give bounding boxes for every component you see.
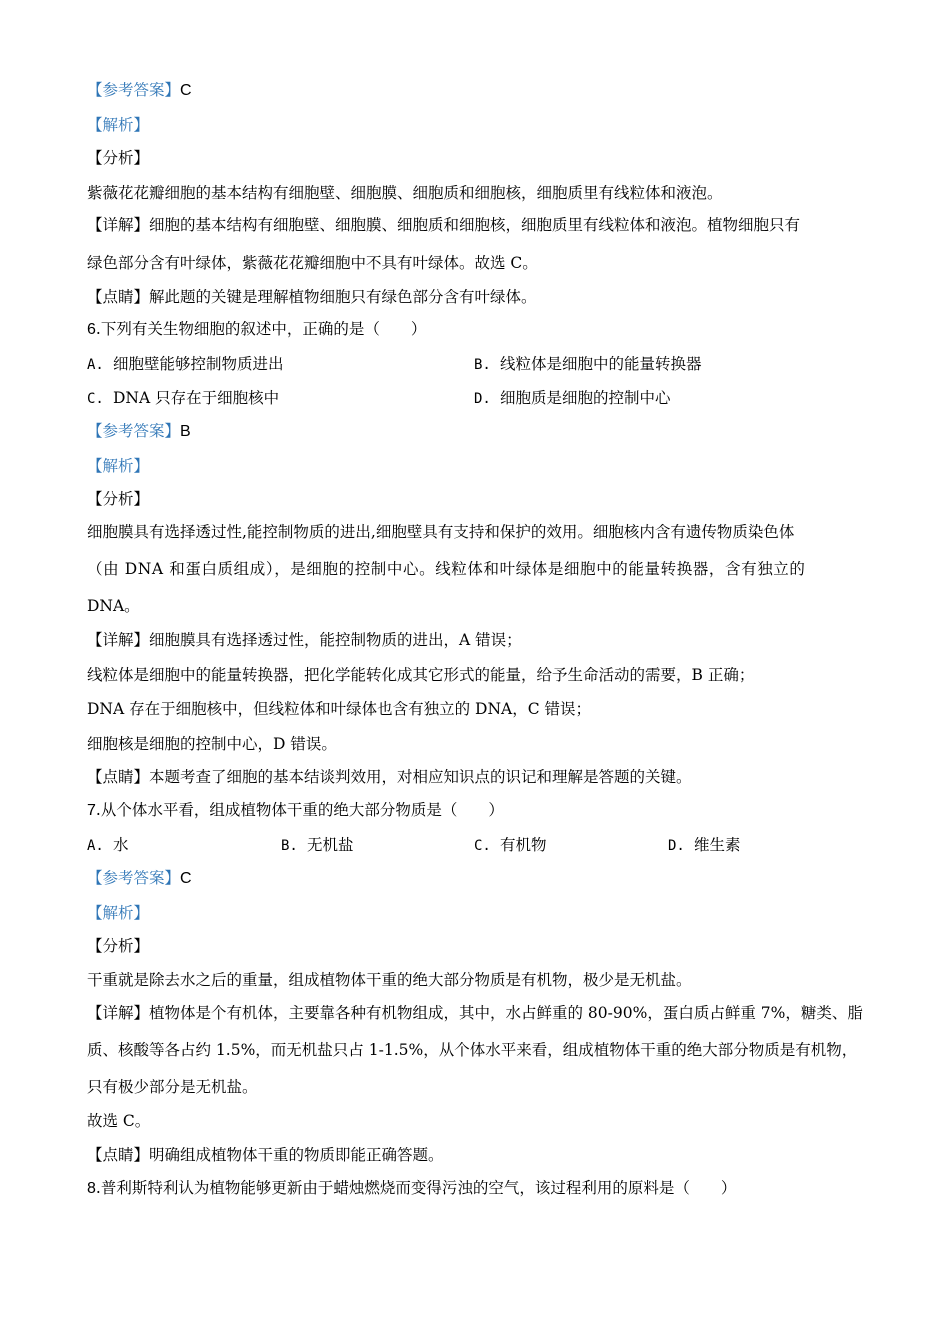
answer-letter: C	[180, 870, 192, 887]
q6-detail-line3: DNA 存在于细胞核中，但线粒体和叶绿体也含有独立的 DNA，C 错误；	[87, 700, 592, 718]
q7-option-d	[668, 834, 741, 857]
option-text: 细胞质是细胞的控制中心	[500, 389, 671, 407]
option-label: C.	[474, 838, 491, 854]
answer-tag: 【参考答案】	[87, 422, 181, 440]
q8-stem-line	[87, 1177, 736, 1200]
q7-detail-line1: 【详解】植物体是个有机体，主要靠各种有机物组成，其中，水占鲜重的 80-90%，蛋白质占鲜重 7%，糖类、脂	[87, 1004, 863, 1022]
q5-fenxi: 紫薇花花瓣细胞的基本结构有细胞壁、细胞膜、细胞质和细胞核，细胞质里有线粒体和液泡。	[87, 184, 723, 202]
q6-fenxi-line2: （由 DNA 和蛋白质组成），是细胞的控制中心。线粒体和叶绿体是细胞中的能量转换器，含有独立的	[87, 560, 806, 578]
q7-option-b	[281, 834, 354, 857]
q8-number: 8	[87, 1180, 96, 1197]
q6-stem-line	[87, 318, 426, 341]
option-text: 无机盐	[307, 836, 354, 854]
q7-option-c	[474, 834, 547, 857]
q7-fenxi-tag: 【分析】	[87, 937, 150, 955]
option-label: B.	[474, 357, 491, 373]
q6-option-d	[474, 387, 671, 410]
q7-number: 7	[87, 802, 96, 819]
option-label: B.	[281, 838, 298, 854]
q6-fenxi-tag: 【分析】	[87, 490, 150, 508]
q6-fenxi-line3: DNA。	[87, 597, 140, 615]
q7-jiexi-tag: 【解析】	[87, 904, 150, 922]
option-text: 维生素	[694, 836, 741, 854]
option-text: 细胞壁能够控制物质进出	[113, 355, 284, 373]
q7-detail-line3: 只有极少部分是无机盐。	[87, 1078, 258, 1096]
option-text: 有机物	[500, 836, 547, 854]
q7-detail-line2: 质、核酸等各占约 1.5%，而无机盐只占 1-1.5%，从个体水平来看，组成植物体干重的绝大部分物质是有机物，	[87, 1041, 858, 1059]
answer-tag: 【参考答案】	[87, 81, 181, 99]
q7-stem: .从个体水平看，组成植物体干重的绝大部分物质是（ ）	[95, 801, 504, 819]
q6-option-a	[87, 353, 284, 376]
q6-detail-line4: 细胞核是细胞的控制中心，D 错误。	[87, 735, 337, 753]
q6-number: 6	[87, 321, 96, 338]
option-label: D.	[668, 838, 685, 854]
q6-option-c	[87, 387, 279, 410]
q7-answer-line	[87, 867, 192, 890]
option-text: 线粒体是细胞中的能量转换器	[500, 355, 702, 373]
q7-fenxi: 干重就是除去水之后的重量，组成植物体干重的绝大部分物质是有机物，极少是无机盐。	[87, 971, 692, 989]
q6-detail-line1: 【详解】细胞膜具有选择透过性，能控制物质的进出，A 错误；	[87, 631, 522, 649]
q6-fenxi-line1: 细胞膜具有选择透过性,能控制物质的进出,细胞壁具有支持和保护的效用。细胞核内含有遗传物质染色体	[87, 523, 795, 541]
q5-answer-line	[87, 79, 192, 102]
q8-stem: .普利斯特利认为植物能够更新由于蜡烛燃烧而变得污浊的空气，该过程利用的原料是（ ）	[95, 1179, 737, 1197]
q6-option-b	[474, 353, 702, 376]
q6-dianjing: 【点睛】本题考查了细胞的基本结谈判效用，对相应知识点的识记和理解是答题的关键。	[87, 768, 692, 786]
q5-detail-line1: 【详解】细胞的基本结构有细胞壁、细胞膜、细胞质和细胞核，细胞质里有线粒体和液泡。植物细胞只有	[87, 216, 801, 234]
q5-dianjing: 【点睛】解此题的关键是理解植物细胞只有绿色部分含有叶绿体。	[87, 288, 537, 306]
answer-letter: B	[180, 423, 191, 440]
q6-detail-line2: 线粒体是细胞中的能量转换器，把化学能转化成其它形式的能量，给予生命活动的需要，B 正确；	[87, 666, 755, 684]
q7-stem-line	[87, 799, 504, 822]
q5-detail-line2: 绿色部分含有叶绿体，紫薇花花瓣细胞中不具有叶绿体。故选 C。	[87, 254, 538, 272]
option-text: 水	[113, 836, 129, 854]
option-label: A.	[87, 838, 104, 854]
option-label: D.	[474, 391, 491, 407]
q5-jiexi-tag: 【解析】	[87, 116, 150, 134]
q6-answer-line	[87, 420, 191, 443]
q7-dianjing: 【点睛】明确组成植物体干重的物质即能正确答题。	[87, 1146, 444, 1164]
q6-stem: .下列有关生物细胞的叙述中，正确的是（ ）	[95, 320, 427, 338]
q5-fenxi-tag: 【分析】	[87, 149, 150, 167]
q7-conclusion: 故选 C。	[87, 1112, 151, 1130]
answer-tag: 【参考答案】	[87, 869, 181, 887]
option-label: C.	[87, 391, 104, 407]
q6-jiexi-tag: 【解析】	[87, 457, 150, 475]
option-label: A.	[87, 357, 104, 373]
answer-letter: C	[180, 82, 192, 99]
q7-option-a	[87, 834, 129, 857]
option-text: DNA 只存在于细胞核中	[113, 389, 280, 407]
